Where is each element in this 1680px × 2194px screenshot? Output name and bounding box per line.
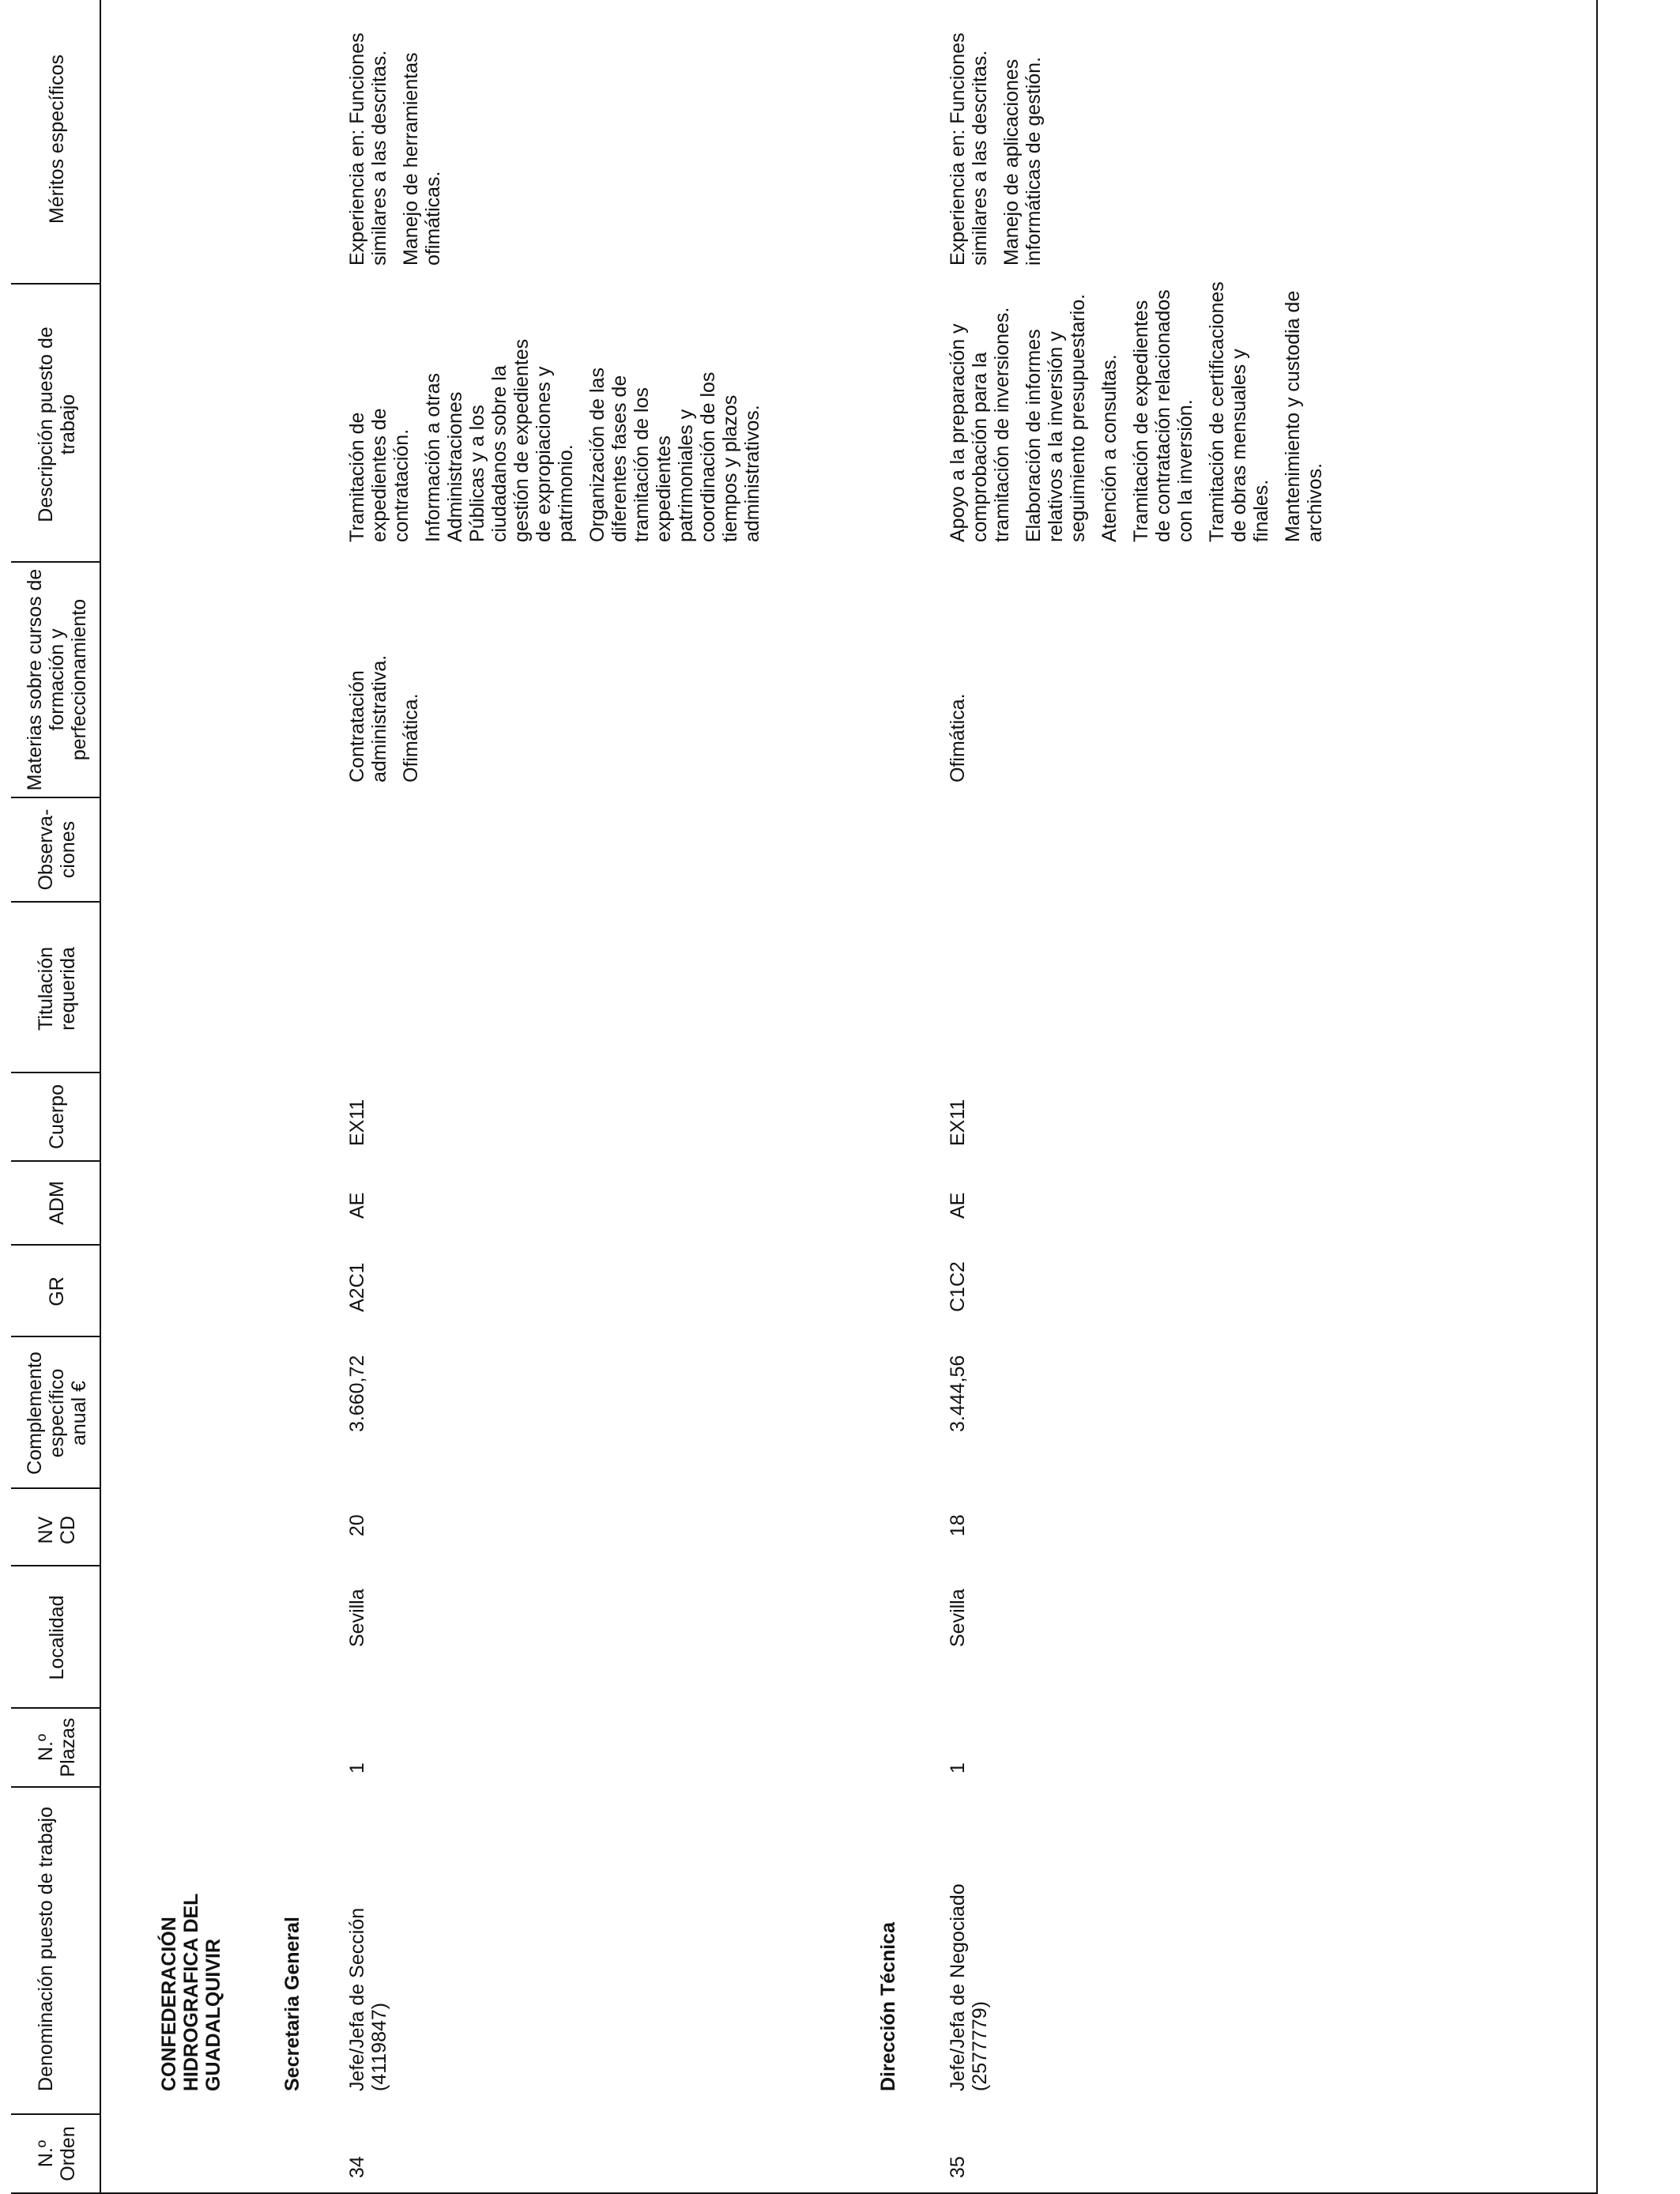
cell-nivel: 18 — [947, 1514, 969, 1536]
descripcion-item: Tramitación de expedientes de contratación. — [346, 408, 412, 542]
header-grupo: GR — [46, 1276, 68, 1306]
cell-localidad: Sevilla — [346, 1589, 368, 1647]
descripcion-item: Mantenimiento y custodia de archivos. — [1282, 290, 1326, 542]
header-orden: N.º Orden — [35, 2126, 79, 2181]
header-plazas: N.º Plazas — [35, 1717, 79, 1777]
cell-orden: 35 — [947, 2156, 969, 2178]
descripcion-item: Tramitación de expedientes de contratación relacionados con la inversión. — [1130, 289, 1196, 542]
cell-plazas: 1 — [947, 1762, 969, 1774]
column-divider — [11, 901, 100, 903]
cell-denominacion: Jefe/Jefa de Negociado (2577779) — [947, 1883, 991, 2091]
descripcion-item: Atención a consultas. — [1098, 354, 1121, 542]
header-titulacion: Titulación requerida — [35, 946, 79, 1031]
cell-orden: 34 — [346, 2156, 368, 2178]
header-descripcion: Descripción puesto de trabajo — [35, 326, 79, 522]
cell-descripcion — [346, 313, 773, 542]
column-divider — [11, 1072, 100, 1073]
descripcion-item: Información a otras Administraciones Públicas y a los ciudadanos sobre la gestión de expedientes de expropiaciones y patrimonio. — [422, 338, 577, 542]
cell-meritos — [346, 28, 454, 266]
merito-item: Manejo de aplicaciones informáticas de gestión. — [1000, 56, 1045, 266]
cell-adm: AE — [346, 1192, 368, 1219]
cell-grupo: A2C1 — [346, 1262, 368, 1312]
section-title: Secretaria General — [281, 1917, 303, 2091]
cell-complemento: 3.660,72 — [346, 1355, 368, 1432]
column-divider — [11, 1160, 100, 1162]
section-title: Dirección Técnica — [877, 1922, 899, 2091]
header-meritos: Méritos específicos — [46, 55, 68, 224]
cell-plazas: 1 — [346, 1762, 368, 1774]
merito-item: Experiencia en: Funciones similares a las descritas. — [346, 32, 390, 266]
organism-title: CONFEDERACIÓN HIDROGRAFICA DEL GUADALQUIVIR — [158, 1894, 224, 2091]
cell-meritos — [947, 21, 1054, 266]
cell-adm: AE — [947, 1192, 969, 1219]
column-divider — [11, 2113, 100, 2115]
materia-item: Ofimática. — [947, 693, 969, 782]
column-divider — [11, 797, 100, 798]
materia-item: Contratación administrativa. — [346, 654, 390, 782]
header-observaciones: Observa-ciones — [35, 809, 79, 891]
cell-cuerpo: EX11 — [346, 1099, 368, 1146]
table-bottom-rule — [1596, 0, 1598, 2194]
header-localidad: Localidad — [46, 1595, 68, 1680]
header-denominacion: Denominación puesto de trabajo — [35, 1807, 57, 2091]
cell-descripcion — [947, 281, 1335, 542]
column-divider — [11, 1336, 100, 1337]
cell-complemento: 3.444,56 — [947, 1355, 969, 1432]
cell-materias — [947, 616, 978, 782]
header-nivel: NV CD — [35, 1515, 79, 1545]
header-adm: ADM — [46, 1181, 68, 1225]
descripcion-item: Elaboración de informes relativos a la inversión y seguimiento presupuestario. — [1023, 293, 1089, 542]
cell-denominacion: Jefe/Jefa de Sección (4119847) — [346, 1907, 390, 2091]
cell-grupo: C1C2 — [947, 1261, 969, 1312]
column-divider — [11, 283, 100, 285]
column-divider — [11, 1786, 100, 1788]
materia-item: Ofimática. — [400, 693, 422, 782]
cell-localidad: Sevilla — [947, 1589, 969, 1647]
header-materias: Materias sobre cursos de formación y perfeccionamiento — [24, 568, 90, 791]
column-divider — [11, 1707, 100, 1709]
cell-nivel: 20 — [346, 1514, 368, 1536]
header-cuerpo: Cuerpo — [46, 1084, 68, 1149]
descripcion-item: Tramitación de certificaciones de obras mensuales y finales. — [1206, 281, 1272, 542]
column-divider — [11, 1487, 100, 1489]
descripcion-item: Organización de las diferentes fases de tramitación de los expedientes patrimoniales y coordinación de los tiempos y plazos administrativos. — [586, 368, 763, 542]
cell-cuerpo: EX11 — [947, 1099, 969, 1146]
merito-item: Manejo de herramientas ofimáticas. — [400, 52, 444, 266]
descripcion-item: Apoyo a la preparación y comprobación para la tramitación de inversiones. — [947, 307, 1013, 542]
column-divider — [11, 1565, 100, 1566]
header-complemento: Complemento específico anual € — [24, 1351, 90, 1475]
column-divider — [11, 1244, 100, 1246]
table-top-rule — [100, 0, 101, 2194]
cell-materias — [346, 616, 431, 782]
merito-item: Experiencia en: Funciones similares a las descritas. — [947, 32, 991, 266]
column-divider — [11, 561, 100, 563]
